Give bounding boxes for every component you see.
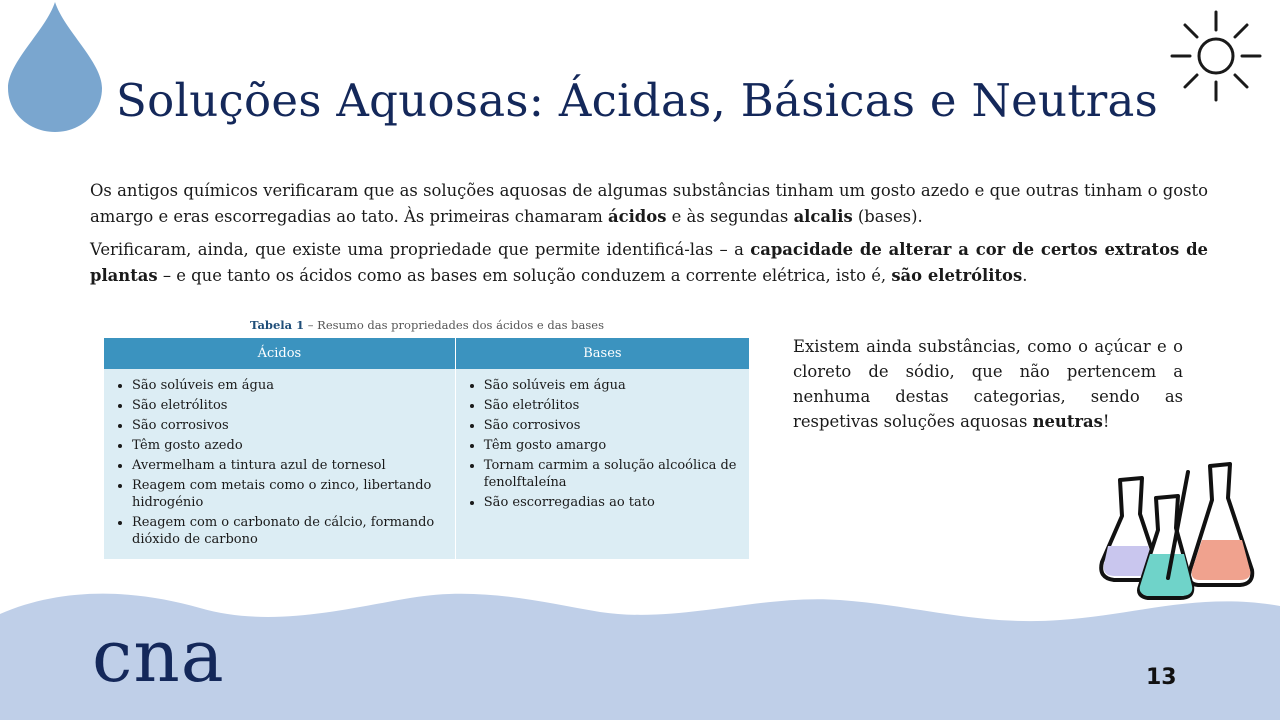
term-acidos: ácidos [607,207,667,226]
table-caption [104,318,750,332]
base-property-item: • São eletrólitos [484,397,739,414]
neutral-note-text: Existem ainda substâncias, como o açúcar e o cloreto de sódio, que não pertencem a nenhuma destas categorias, sendo as respetivas soluções aquosas [793,337,1183,431]
cna-logo: cna [92,614,225,698]
paragraph-2 [90,237,1208,289]
paragraph-2-text-a: Verificaram, ainda, que existe uma propriedade que permite identificá-las – a [90,240,751,259]
header-acids: Ácidos [104,338,455,369]
acids-list [114,377,445,548]
caption-label: Tabela 1 [250,318,305,332]
paragraph-1-text-a: Os antigos químicos verificaram que as soluções aquosas de algumas substâncias tinham um gosto azedo e que outras tinham o gosto amargo e eras escorregadias ao tato. Às primeiras chamaram [90,181,1208,226]
lab-flasks-icon [1090,458,1260,603]
term-electrolytes: são eletrólitos [891,266,1023,285]
paragraph-2-text-b: – e que tanto os ácidos como as bases em solução conduzem a corrente elétrica, isto é, [157,266,892,285]
base-property-item: • São corrosivos [484,417,739,434]
properties-table [104,338,750,559]
base-property-item: • Têm gosto amargo [484,437,739,454]
header-bases: Bases [455,338,749,369]
paragraph-1-text-c: (bases). [852,207,923,226]
base-property-item: • Tornam carmim a solução alcoólica de fenolftaleína [484,457,739,491]
term-alcalis: alcalis [793,207,853,226]
acid-property-item: • São eletrólitos [132,397,445,414]
intro-text [90,178,1208,296]
term-color-change: capacidade de alterar a cor de certos extratos de plantas [90,240,1208,285]
paragraph-2-text-c: . [1022,266,1028,285]
base-property-item: • São solúveis em água [484,377,739,394]
water-drop-icon [0,0,110,135]
bases-cell [455,369,749,559]
acid-property-item: • Reagem com o carbonato de cálcio, formando dióxido de carbono [132,514,445,548]
term-neutras: neutras [1032,412,1103,431]
slide-title: Soluções Aquosas: Ácidas, Básicas e Neutras [116,74,1159,127]
paragraph-1 [90,178,1208,230]
table-header-row [104,338,750,369]
page-number: 13 [1146,665,1177,690]
bases-list [466,377,739,511]
acids-cell [104,369,455,559]
acid-property-item: • Têm gosto azedo [132,437,445,454]
acid-property-item: • Reagem com metais como o zinco, libertando hidrogénio [132,477,445,511]
acid-property-item: • São solúveis em água [132,377,445,394]
paragraph-1-text-b: e às segundas [666,207,794,226]
acid-property-item: • São corrosivos [132,417,445,434]
acid-property-item: • Avermelham a tintura azul de tornesol [132,457,445,474]
base-property-item: • São escorregadias ao tato [484,494,739,511]
neutral-note-end: ! [1102,412,1110,431]
neutral-note [793,334,1183,434]
caption-text: – Resumo das propriedades dos ácidos e das bases [304,318,604,332]
table-row [104,369,750,559]
